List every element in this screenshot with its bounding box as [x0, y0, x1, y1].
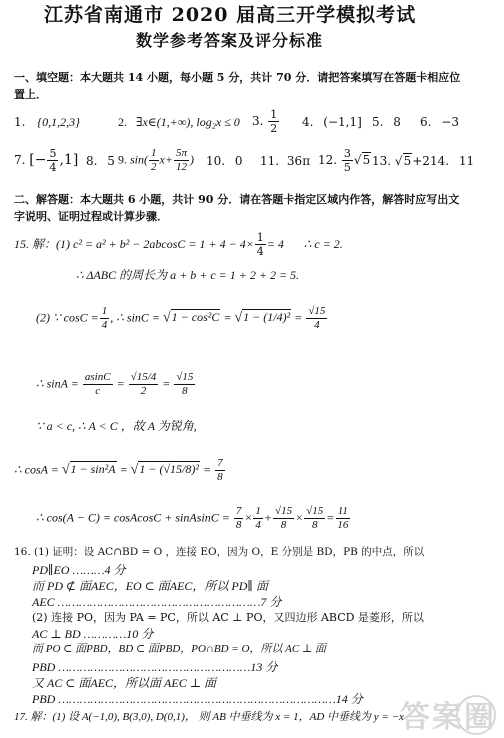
q11-answer: [260, 155, 310, 167]
q13-post: +2: [412, 154, 430, 168]
p15-line-2: ∴ ΔABC 的周长为 a + b + c = 1 + 2 + 2 = 5.: [76, 268, 300, 282]
q2-label: 2.: [118, 115, 127, 129]
p15-l4-eq: =: [116, 376, 125, 391]
q9-label: 9.: [118, 152, 127, 167]
q9-mid: x+: [159, 152, 173, 167]
q8-value: 5: [107, 154, 115, 168]
p15-l3-mid: , ∴ sinC =: [110, 310, 160, 325]
page-title: 江苏省南通市 2020 届高三开学模拟考试: [44, 4, 417, 26]
p16-line-6: AC ⊥ BD …………10 分: [32, 627, 154, 641]
p17-line-1: 17. 解：(1) 设 A(−1,0), B(3,0), D(0,1)， 则 AB 中垂线为 x = 1，AD 中垂线为 y = −x: [14, 711, 404, 723]
p15-l7-times-2: ×: [295, 510, 304, 525]
q6-label: 6.: [420, 115, 432, 129]
q10-value: 0: [234, 154, 243, 168]
p15-l1-text: 15. 解：(1) c² = a² + b² − 2abcosC = 1 + 4 − 4×: [14, 237, 254, 251]
q4-value: (−1,1]: [323, 115, 362, 129]
q12-label: 12.: [318, 153, 338, 167]
p15-l6-eq-2: =: [202, 462, 212, 477]
p16-line-8: PBD ………………………………………………13 分: [32, 660, 278, 674]
q4-answer: [302, 116, 362, 128]
section-answer-heading: 二、解答题：本大题共 6 小题，共计 90 分．请在答题卡指定区域内作答，解答时应写出文: [14, 193, 460, 206]
p15-l1-fraction: $\frac{1}{4}$: [256, 231, 264, 258]
q14-answer: [430, 155, 474, 167]
q3-label: 3.: [252, 114, 264, 128]
p15-l3-radicand: 1 − cos²C: [171, 310, 220, 325]
p16-line-10: PBD ……………………………………………………………………14 分: [32, 692, 363, 706]
q13-radicand: 5: [403, 154, 412, 168]
q13-label: 13.: [372, 154, 392, 168]
p15-l6-fraction: $\frac{7}{8}$: [217, 457, 223, 483]
q5-label: 5.: [372, 115, 384, 129]
page-subtitle: 数学参考答案及评分标准: [136, 31, 324, 50]
q1-answer: {0,1,2,3}: [37, 115, 80, 129]
q7-answer: [14, 148, 78, 173]
section-fill-heading-cont: 置上．: [14, 88, 47, 101]
q14-label: 14.: [430, 154, 450, 168]
q6-answer: [420, 116, 459, 128]
q10-label: 10.: [206, 154, 226, 168]
p16-line-7: 而 PO ⊂ 面PBD，BD ⊂ 面PBD，PO∩BD = O，所以 AC ⊥ 面: [32, 643, 327, 655]
q9-post: ): [189, 152, 194, 167]
q5-answer: [372, 116, 401, 128]
q9-fraction-1: $\frac{1}{2}$: [151, 147, 157, 173]
p16-line-4: AEC …………………………………………………7 分: [32, 595, 282, 609]
p15-l4-fraction-2: $\frac{√15/4}{2}$: [130, 371, 157, 397]
p15-l4-fraction: $\frac{asinC}{c}$: [84, 371, 111, 397]
p15-l3-radicand-2: 1 − (1/4)²: [243, 310, 291, 325]
p16-line-5: (2) 连接 PO，因为 PA = PC，所以 AC ⊥ PO，又四边形 ABCD 是菱形，所以: [32, 611, 424, 624]
p15-line-3: (2) ∵ cosC = $\frac{1}{4}$ , ∴ sinC = √1 − cos²C = √1 − (1/4)² = $\frac{√15}{4}$: [36, 305, 326, 331]
q1-label: 1.: [14, 115, 26, 129]
p15-l3-fraction: $\frac{1}{4}$: [101, 305, 108, 331]
q7-label: 7.: [14, 153, 26, 167]
fill-row-1: [14, 116, 80, 128]
p15-l7-fraction-e: $\frac{11}{16}$: [337, 505, 349, 531]
p15-l7-fraction-b: $\frac{1}{4}$: [255, 505, 261, 531]
q12-radicand: 5: [362, 153, 371, 167]
p15-line-1: [14, 232, 343, 257]
q3-fraction: $\frac{1}{2}$: [270, 108, 278, 135]
q9-pre: sin(: [130, 152, 148, 167]
p15-line-4: [36, 372, 196, 397]
p16-line-2: PD∥EO ………4 分: [32, 563, 126, 577]
q14-value: 11: [458, 154, 475, 168]
q12-answer: 12. $\frac{3}{5}$ √5: [318, 147, 371, 174]
p16-line-1: 16. (1) 证明：设 AC∩BD = O ，连接 EO，因为 O，E 分别是 BD，PB 的中点，所以: [14, 546, 425, 558]
section-fill-heading: 一、填空题：本大题共 14 小题，每小题 5 分，共计 70 分．请把答案填写在答题卡相应位: [14, 71, 461, 84]
p15-l6-radicand: 1 − sin²A: [70, 462, 116, 477]
q2-value: ∃x∈(1,+∞), log₂x ≤ 0: [136, 115, 240, 129]
q4-label: 4.: [302, 115, 314, 129]
p15-l3-eq: =: [223, 310, 232, 325]
p16-line-9: 又 AC ⊂ 面AEC，所以面 AEC ⊥ 面: [32, 676, 217, 690]
p15-l6-eq: =: [119, 462, 128, 477]
p15-line-6: ∴ cosA = √1 − sin²A = √1 − (√15/8)² = $\frac{7}{8}$: [14, 457, 223, 483]
q9-answer: [118, 148, 194, 173]
p15-l1-tail: ∴ c = 2.: [303, 237, 343, 251]
p15-l7-plus: +: [263, 510, 273, 525]
q8-label: 8.: [86, 154, 98, 168]
p15-l7-pre: ∴ cos(A − C) = cosAcosC + sinAsinC =: [36, 510, 230, 525]
q9-fraction-2: $\frac{5\pi}{12}$: [175, 147, 187, 173]
p15-l1-post: = 4: [266, 237, 284, 251]
p15-l7-fraction-a: $\frac{7}{8}$: [235, 505, 242, 531]
p16-line-3: 而 PD ⊄ 面AEC，EO ⊂ 面AEC，所以 PD∥ 面: [32, 579, 268, 593]
p15-l4-eq-2: =: [162, 376, 171, 391]
p15-line-5: ∵ a < c, ∴ A < C ，故 A 为锐角,: [36, 419, 197, 433]
p15-l6-radicand-2: 1 − (√15/8)²: [139, 462, 199, 477]
q7-fraction: $\frac{5}{4}$: [49, 147, 57, 174]
q7-left: [−: [29, 152, 47, 168]
q2-answer: [118, 116, 240, 128]
watermark-logo: [376, 696, 496, 736]
p15-l7-fraction-d: $\frac{√15}{8}$: [306, 505, 324, 531]
q11-label: 11.: [260, 154, 280, 168]
q12-fraction: $\frac{3}{5}$: [343, 147, 351, 174]
p15-l3-eq-2: =: [294, 310, 303, 325]
p15-l4-fraction-3: $\frac{√15}{8}$: [176, 371, 194, 397]
p15-l4-pre: ∴ sinA =: [36, 376, 79, 391]
q10-answer: [206, 155, 243, 167]
q3-answer: [252, 109, 280, 134]
q5-value: 8: [393, 115, 401, 129]
q7-right: ,1]: [59, 152, 79, 168]
p15-l6-pre: ∴ cosA =: [14, 462, 59, 477]
section-answer-heading-cont: 字说明、证明过程或计算步骤．: [14, 210, 168, 223]
q13-answer: 13. √5+2: [372, 154, 430, 168]
p15-l7-eq: =: [326, 510, 335, 525]
p15-l7-times-1: ×: [244, 510, 253, 525]
p15-l3-fraction-2: $\frac{√15}{4}$: [308, 305, 326, 331]
q6-value: −3: [441, 115, 459, 129]
p15-l3-pre: (2) ∵ cosC =: [36, 310, 99, 325]
q8-answer: [86, 155, 115, 167]
q11-value: 36π: [286, 154, 311, 168]
watermark-text: 答案圈: [400, 700, 496, 735]
p15-line-7: [36, 506, 351, 531]
p15-l7-fraction-c: $\frac{√15}{8}$: [275, 505, 293, 531]
